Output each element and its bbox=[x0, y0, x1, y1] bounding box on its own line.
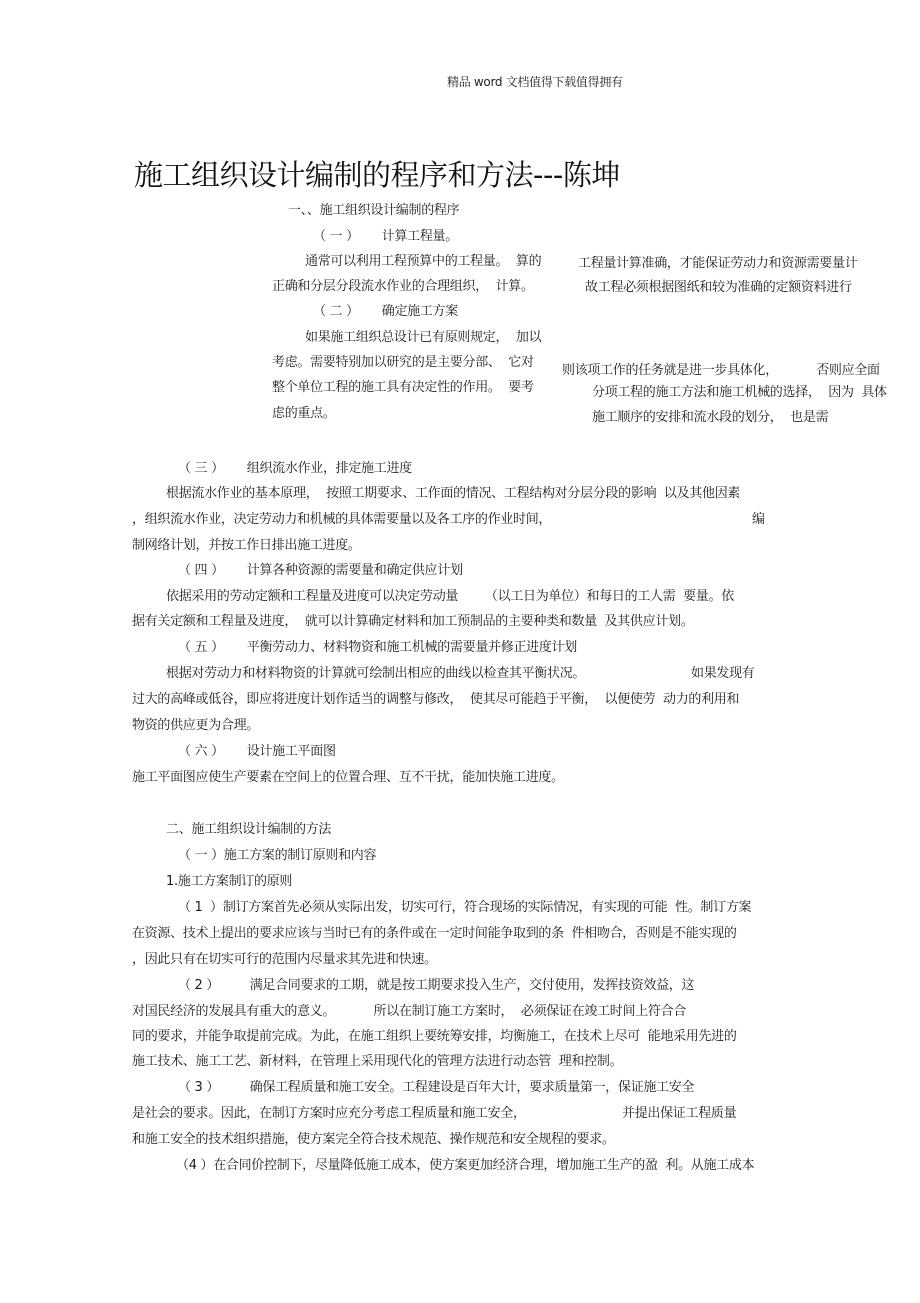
p3-line-2-trail: 并提出保证工程质量 bbox=[622, 1106, 737, 1121]
sub5-line-1: 根据对劳动力和材料物资的计算就可绘制出相应的曲线以检查其平衡状况。 bbox=[166, 666, 586, 681]
section1-heading: 一、、施工组织设计编制的程序 bbox=[288, 203, 460, 218]
p1-line-2: 在资源、技术上提出的要求应该与当时已有的条件或在一定时间能争取到的条 件相吻合，否则是不能实现的 bbox=[132, 926, 737, 941]
p3-line-1: （ 3 ） 确保工程质量和施工安全。工程建设是百年大计，要求质量第一，保证施工安全 bbox=[178, 1080, 695, 1095]
sub1-right-line-1: 工程量计算准确，才能保证劳动力和资源需要量计 bbox=[578, 256, 858, 271]
sub2-right-line-1: 则该项工作的任务就是进一步具体化， 否则应全面 bbox=[562, 363, 880, 378]
sub1-label: （ 一 ） 计算工程量。 bbox=[313, 229, 458, 244]
section2-heading: 二、施工组织设计编制的方法 bbox=[166, 822, 332, 837]
page-header-watermark: 精品 word 文档值得下载值得拥有 bbox=[447, 75, 623, 89]
sub4-line-1: 依据采用的劳动定额和工程量及进度可以决定劳动量 （以工日为单位）和每日的工人需 要量。依 bbox=[166, 589, 734, 604]
sub1-left-line-1: 通常可以利用工程预算中的工程量。 算的 bbox=[305, 254, 542, 269]
sub2-right-line-3: 施工顺序的安排和流水段的划分， 也是需 bbox=[592, 410, 829, 425]
sub5-line-3: 物资的供应更为合理。 bbox=[132, 718, 260, 733]
section2-item1-label: 1.施工方案制订的原则 bbox=[166, 874, 293, 889]
sub2-left-line-2: 考虑。需要特别加以研究的是主要分部、 它对 bbox=[272, 355, 534, 370]
document-title: 施工组织设计编制的程序和方法---陈坤 bbox=[134, 158, 620, 192]
p2-line-1: （ 2 ） 满足合同要求的工期，就是按工期要求投入生产，交付使用，发挥技资效益，这 bbox=[178, 978, 695, 993]
sub3-line-2: ，组织流水作业，决定劳动力和机械的具体需要量以及各工序的作业时间， bbox=[132, 512, 552, 527]
sub4-line-2: 据有关定额和工程量及进度， 就可以计算确定材料和加工预制品的主要种类和数量 及其供应计划。 bbox=[132, 614, 694, 629]
sub1-right-line-2: 故工程必须根据图纸和较为准确的定额资料进行 bbox=[585, 280, 852, 295]
sub6-label: （ 六 ） 设计施工平面图 bbox=[178, 744, 336, 759]
sub2-left-line-1: 如果施工组织总设计已有原则规定， 加以 bbox=[305, 330, 542, 345]
p1-line-3: ，因此只有在切实可行的范围内尽量求其先进和快速。 bbox=[132, 952, 437, 967]
sub2-left-line-3: 整个单位工程的施工具有决定性的作用。 要考 bbox=[272, 380, 534, 395]
sub3-line-2-trail: 编 bbox=[752, 512, 765, 527]
p3-line-3: 和施工安全的技术组织措施，使方案完全符合技术规范、操作规范和安全规程的要求。 bbox=[132, 1132, 615, 1147]
sub1-left-line-2: 正确和分层分段流水作业的合理组织， 计算。 bbox=[272, 279, 534, 294]
sub2-label: （ 二 ） 确定施工方案 bbox=[313, 304, 458, 319]
sub5-line-2: 过大的高峰或低谷，即应将进度计划作适当的调整与修改， 使其尽可能趋于平衡， 以便使劳 动力的利用和 bbox=[132, 692, 740, 707]
p1-line-1: （ 1 ）制订方案首先必须从实际出发，切实可行，符合现场的实际情况，有实现的可能 性。制订方案 bbox=[178, 900, 752, 915]
sub2-right-line-2: 分项工程的施工方法和施工机械的选择， 因为 具体 bbox=[592, 385, 887, 400]
sub3-line-1: 根据流水作业的基本原理， 按照工期要求、工作面的情况、工程结构对分层分段的影响 以及其他因素 bbox=[166, 486, 741, 501]
p2-line-2: 对国民经济的发展具有重大的意义。 所以在制订施工方案时， 必须保证在竣工时间上符合合 bbox=[132, 1004, 686, 1019]
p2-line-4: 施工技术、施工工艺、新材料，在管理上采用现代化的管理方法进行动态管 理和控制。 bbox=[132, 1054, 623, 1069]
p3-line-2: 是社会的要求。因此，在制订方案时应充分考虑工程质量和施工安全， bbox=[132, 1106, 526, 1121]
sub4-label: （ 四 ） 计算各种资源的需要量和确定供应计划 bbox=[178, 563, 463, 578]
p2-line-3: 同的要求，并能争取提前完成。为此，在施工组织上要统筹安排，均衡施工，在技术上尽可 能地采用先进的 bbox=[132, 1029, 737, 1044]
sub3-line-3: 制网络计划，并按工作日排出施工进度。 bbox=[132, 538, 361, 553]
sub5-label: （ 五 ） 平衡劳动力、材料物资和施工机械的需要量并修正进度计划 bbox=[178, 640, 577, 655]
section2-sub1-label: （ 一 ）施工方案的制订原则和内容 bbox=[178, 848, 377, 863]
sub5-line-1-trail: 如果发现有 bbox=[691, 666, 755, 681]
sub6-line-1: 施工平面图应使生产要素在空间上的位置合理、互不干扰，能加快施工进度。 bbox=[132, 770, 564, 785]
sub2-left-line-4: 虑的重点。 bbox=[272, 406, 336, 421]
sub3-label: （ 三 ） 组织流水作业，排定施工进度 bbox=[178, 461, 412, 476]
p4-line-1: （4 ）在合同价控制下，尽量降低施工成本，使方案更加经济合理，增加施工生产的盈 利。从施工成本 bbox=[176, 1158, 755, 1173]
